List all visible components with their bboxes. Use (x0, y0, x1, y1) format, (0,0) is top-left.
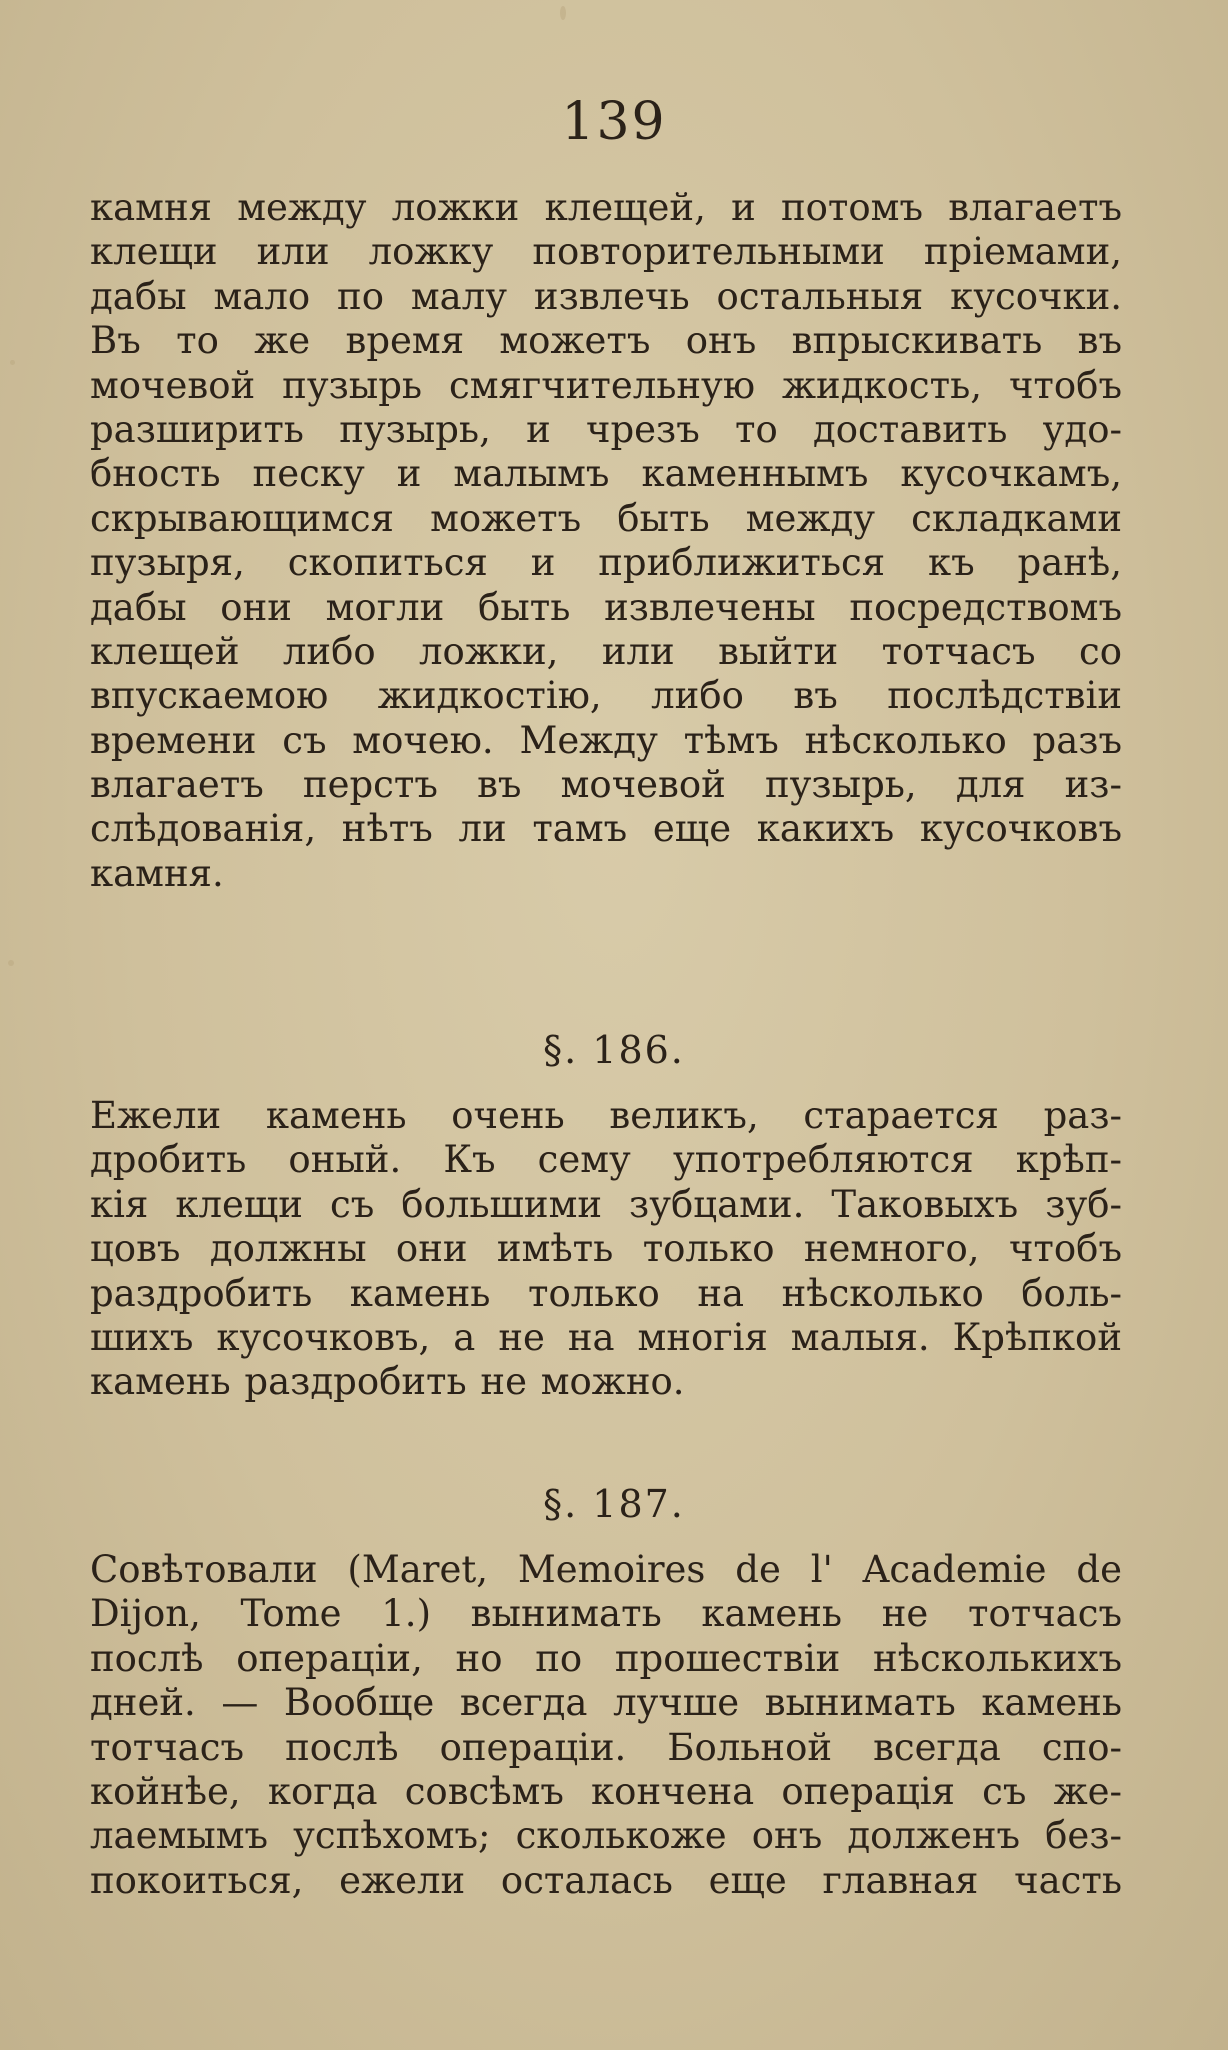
text-line: камень раздробить не можно. (90, 1360, 685, 1404)
text-line: камня между ложки клещей, и потомъ влагаетъ (90, 186, 1122, 229)
text-line: шихъ кусочковъ, а не на многія малыя. Крѣпкой (90, 1315, 1122, 1359)
text-line: лаемымъ успѣхомъ; сколькоже онъ долженъ без- (90, 1814, 1122, 1858)
section-heading-187: §. 187. (543, 1482, 685, 1526)
text-line: времени съ мочею. Между тѣмъ нѣсколько разъ (90, 718, 1122, 762)
text-line: клещей либо ложки, или выйти тотчасъ со (90, 629, 1122, 673)
text-line: Dijon, Tome 1.) вынимать камень не тотчасъ (90, 1592, 1122, 1636)
paper-stain (10, 360, 15, 365)
text-line: камня. (90, 851, 224, 895)
text-line: Совѣтовали (Maret, Memoires de l' Academie de (90, 1548, 1122, 1591)
text-line: койнѣе, когда совсѣмъ кончена операція съ же- (90, 1769, 1122, 1813)
text-line: цовъ должны они имѣть только немного, чтобъ (90, 1227, 1122, 1271)
text-line: пузыря, скопиться и приближиться къ ранѣ, (90, 541, 1122, 585)
text-line: тотчасъ послѣ операціи. Больной всегда спо- (90, 1725, 1122, 1769)
text-line: скрывающимся можетъ быть между складками (90, 496, 1122, 540)
text-line: дней. — Вообще всегда лучше вынимать камень (90, 1681, 1122, 1725)
text-line: клещи или ложку повторительными пріемами, (90, 230, 1122, 274)
paragraph-187 (90, 1548, 1122, 1903)
text-line: бность песку и малымъ каменнымъ кусочкамъ, (90, 452, 1122, 496)
paragraph-186 (90, 1094, 1122, 1405)
paper-stain (8, 960, 14, 966)
paragraph-continued (90, 186, 1122, 896)
page-number: 139 (561, 92, 667, 152)
text-line: дробить оный. Къ сему употребляются крѣп- (90, 1138, 1122, 1182)
text-line: влагаетъ перстъ въ мочевой пузырь, для из- (90, 763, 1122, 807)
text-line: Ежели камень очень великъ, старается раз- (90, 1094, 1122, 1137)
text-line: кія клещи съ большими зубцами. Таковыхъ зуб- (90, 1182, 1122, 1226)
text-line: дабы мало по малу извлечь остальныя кусочки. (90, 274, 1122, 318)
text-line: послѣ операціи, но по прошествіи нѣсколькихъ (90, 1636, 1122, 1680)
text-line: дабы они могли быть извлечены посредствомъ (90, 585, 1122, 629)
text-line: слѣдованія, нѣтъ ли тамъ еще какихъ кусочковъ (90, 807, 1122, 851)
text-line: Въ то же время можетъ онъ впрыскивать въ (90, 319, 1122, 363)
text-line: разширить пузырь, и чрезъ то доставить удо- (90, 407, 1122, 451)
paper-stain (560, 6, 566, 20)
text-line: мочевой пузырь смягчительную жидкость, чтобъ (90, 363, 1122, 407)
text-line: впускаемою жидкостію, либо въ послѣдствіи (90, 674, 1122, 718)
text-line: раздробить камень только на нѣсколько боль- (90, 1271, 1122, 1315)
section-heading-186: §. 186. (543, 1028, 685, 1072)
text-line: покоиться, ежели осталась еще главная часть (90, 1858, 1122, 1902)
